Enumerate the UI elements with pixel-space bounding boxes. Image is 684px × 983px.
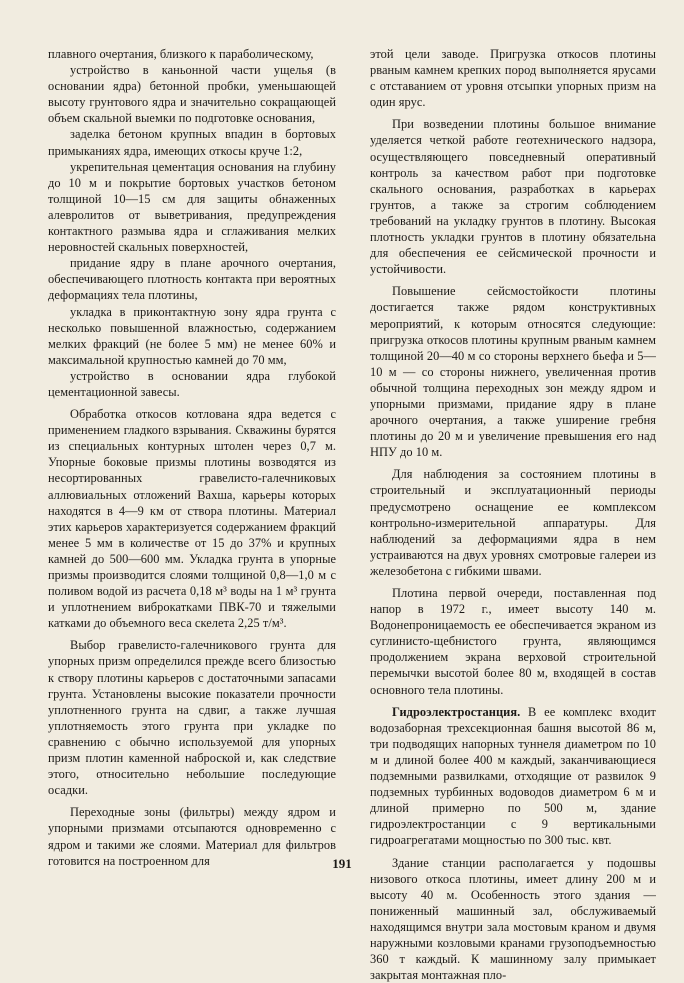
section-text: В ее комплекс входит водозаборная трехсекционная башня высотой 86 м, три подводящих напорных туннеля диаметром по 10 м и длиной более 400 м каждый, заканчивающиеся подземными развилками, отходящие от развилок 9 подземных турбинных водоводов диаметром 6 м и длиной примерно по 500 м, здание гидроэлектростанции с 9 вертикальными гидроагрегатами мощностью по 300 тыс. квт. [370, 705, 656, 848]
left-column [48, 46, 336, 869]
paragraph: укрепительная цементация основания на глубину до 10 м и покрытие бортовых участков бетоном толщиной 10—15 см для защиты обнаженных алевролитов от выветривания, предупреждения контактного размыва ядра и сглаживания мелких неровностей скальных поверхностей, [48, 159, 336, 256]
paragraph: Обработка откосов котлована ядра ведется с применением гладкого взрывания. Скважины бурятся из специальных контурных штолен через 0,7 м. Упорные боковые призмы плотины возводятся из несортированных гравелисто-галечниковых аллювиальных отложений Вахша, карьеры которых находятся в 4—9 км от створа плотины. Материал этих карьеров характеризуется содержанием фракций менее 5 мм в количестве от 15 до 37% и крупных камней до 500—600 мм. Укладка грунта в упорные призмы производится слоями толщиной 0,8—1,0 м с поливом водой из расчета 0,18 м³ воды на 1 м³ грунта и уплотнением виброкатками ПВК-70 и тяжелыми катками до объемного веса скелета 2,25 т/м³. [48, 406, 336, 631]
paragraph: заделка бетоном крупных впадин в бортовых примыканиях ядра, имеющих откосы круче 1:2, [48, 126, 336, 158]
page-number: 191 [0, 856, 684, 872]
paragraph: устройство в основании ядра глубокой цементационной завесы. [48, 368, 336, 400]
paragraph: Здание станции располагается у подошвы низового откоса плотины, имеет длину 200 м и высоту 40 м. Особенность этого здания — пониженный машинный зал, обслуживаемый находящимся внутри зала мостовым краном и двумя наружными козловыми кранами грузоподъемностью 360 т каждый. К машинному залу примыкает закрытая монтажная пло- [370, 855, 656, 983]
paragraph: Для наблюдения за состоянием плотины в строительный и эксплуатационный периоды предусмотрено оснащение ее комплексом контрольно-измерительной аппаратуры. Для наблюдений за деформациями ядра в нем устраиваются на двух уровнях смотровые галереи из железобетона с гибкими швами. [370, 466, 656, 579]
paragraph: Плотина первой очереди, поставленная под напор в 1972 г., имеет высоту 140 м. Водонепроницаемость ее обеспечивается экраном из суглинисто-щебнистого грунта, являющимся продолжением экрана верховой строительной перемычки высотой более 80 м, входящей в состав основного тела плотины. [370, 585, 656, 698]
paragraph: плавного очертания, близкого к параболическому, [48, 46, 336, 62]
right-column [370, 46, 656, 983]
hydro-paragraph [370, 704, 656, 849]
paragraph: придание ядру в плане арочного очертания, обеспечивающего плотность контакта при вероятных деформациях тела плотины, [48, 255, 336, 303]
paragraph: Переходные зоны (фильтры) между ядром и упорными призмами отсыпаются одновременно с ядром и такими же слоями. Материал для фильтров готовится на построенном для [48, 804, 336, 868]
section-heading: Гидроэлектростанция. [392, 705, 520, 719]
paragraph: Повышение сейсмостойкости плотины достигается также рядом конструктивных мероприятий, к которым относятся следующие: пригрузка откосов плотины крупным рваным камнем толщиной 20—40 м со стороны верхнего бьефа и 5—10 м — со стороны нижнего, увеличенная против обычной толщина переходных зон между ядром и упорными призмами, придание ядру в плане арочного очертания, а также уширение гребня плотины до 20 м и увеличение превышения его над НПУ до 10 м. [370, 283, 656, 460]
paragraph: укладка в приконтактную зону ядра грунта с несколько повышенной влажностью, содержанием мелких фракций (не более 5 мм) не менее 60% и максимальной крупностью камней до 70 мм, [48, 304, 336, 368]
paragraph: этой цели заводе. Пригрузка откосов плотины рваным камнем крепких пород выполняется ярусами с отставанием от уровня отсыпки упорных призм на один ярус. [370, 46, 656, 110]
paragraph: Выбор гравелисто-галечникового грунта для упорных призм определился прежде всего близостью к створу плотины карьеров с достаточными запасами грунта. Установлены высокие показатели прочности уплотненного грунта на сдвиг, а также лучшая уплотняемость этого грунта при укладке по сравнению с обычно используемой для упорных призм плотин каменной наброской и, как следствие этого, относительно небольшие последующие осадки. [48, 637, 336, 798]
paragraph: устройство в каньонной части ущелья (в основании ядра) бетонной пробки, уменьшающей высоту грунтового ядра и значительно сокращающей объем скальной выемки по подготовке основания, [48, 62, 336, 126]
paragraph: При возведении плотины большое внимание уделяется четкой работе геотехнического надзора, осуществляющего повседневный оперативный контроль за качеством работ при подготовке скального основания, разработках в карьерах грунтов, а также за строгим соблюдением требований на укладку грунтов в плотину. Высокая плотность укладки грунтов в плотину обязательна для обеспечения ее сейсмической прочности и устойчивости. [370, 116, 656, 277]
